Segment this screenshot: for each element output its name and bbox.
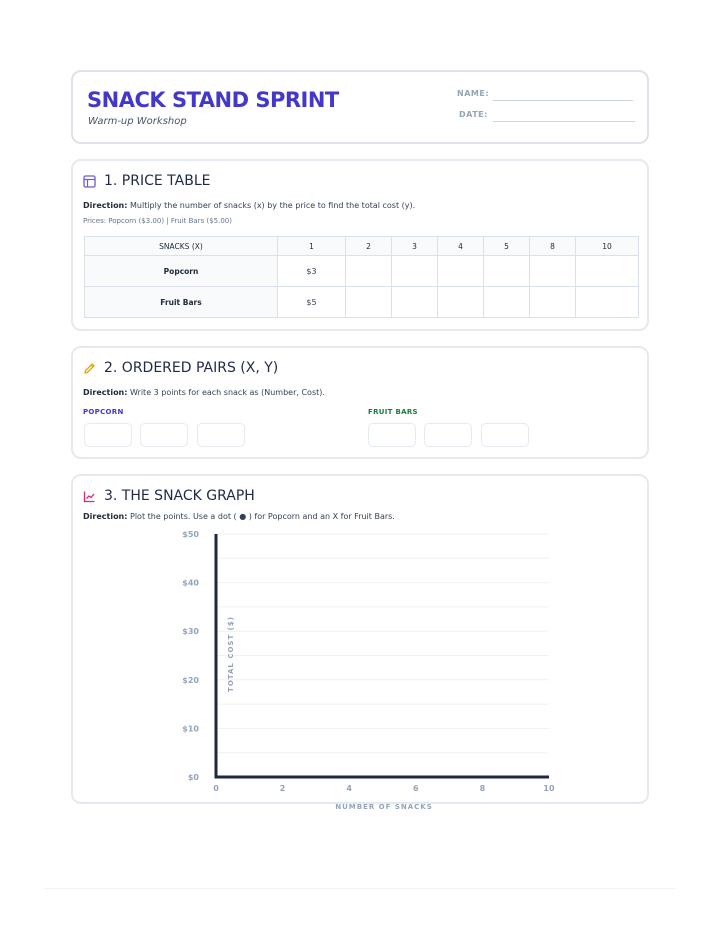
table-cell: $3: [278, 256, 346, 287]
direction-text: [83, 201, 415, 210]
y-tick-label: $30: [182, 627, 199, 637]
answer-cell[interactable]: [438, 256, 484, 287]
direction-text: [83, 388, 325, 397]
direction-label: Direction:: [83, 512, 128, 521]
row-label: Fruit Bars: [85, 287, 278, 318]
column-header: 2: [346, 237, 392, 256]
x-tick-label: 10: [543, 784, 555, 793]
direction-body: Write 3 points for each snack as (Number, Cost).: [127, 388, 325, 397]
column-header: SNACKS (X): [85, 237, 278, 256]
worksheet-subtitle: Warm-up Workshop: [88, 116, 187, 127]
price-table: [84, 236, 639, 318]
answer-cell[interactable]: [392, 256, 438, 287]
popcorn-pair-box[interactable]: [140, 423, 188, 447]
x-axis-label: NUMBER OF SNACKS: [335, 803, 433, 811]
worksheet-title: SNACK STAND SPRINT: [87, 88, 339, 112]
y-tick-label: $10: [182, 724, 199, 734]
section-title: 1. PRICE TABLE: [104, 173, 211, 189]
x-tick-label: 8: [479, 784, 486, 793]
price-table-section: [71, 159, 649, 331]
x-tick-label: 6: [413, 784, 419, 793]
pencil-icon: [83, 362, 96, 375]
y-tick-label: $20: [182, 675, 199, 685]
x-tick-label: 2: [279, 784, 286, 793]
x-tick-label: 4: [346, 784, 352, 793]
direction-body: Multiply the number of snacks (x) by the price to find the total cost (y).: [127, 201, 416, 210]
popcorn-pair-box[interactable]: [197, 423, 245, 447]
answer-cell[interactable]: [576, 287, 639, 318]
date-label: DATE:: [459, 110, 488, 119]
section-title: 2. ORDERED PAIRS (X, Y): [104, 360, 279, 376]
column-header: 4: [438, 237, 484, 256]
popcorn-label: POPCORN: [83, 408, 124, 416]
y-axis-label: TOTAL COST ($): [227, 616, 235, 692]
page-footer-divider: [44, 888, 676, 889]
table-header-row: [85, 237, 639, 256]
answer-cell[interactable]: [484, 256, 530, 287]
column-header: 1: [278, 237, 346, 256]
snack-graph[interactable]: [73, 476, 647, 811]
name-line[interactable]: [493, 100, 633, 101]
answer-cell[interactable]: [576, 256, 639, 287]
ordered-pairs-heading: [83, 360, 278, 376]
snack-graph-section: [71, 474, 649, 811]
table-cell: $5: [278, 287, 346, 318]
fruit-bars-label: FRUIT BARS: [368, 408, 418, 416]
answer-cell[interactable]: [530, 287, 576, 318]
section-title: 3. THE SNACK GRAPH: [104, 488, 255, 504]
x-tick-label: 0: [213, 784, 219, 793]
y-tick-label: $50: [182, 530, 199, 539]
y-tick-label: $40: [182, 578, 199, 588]
answer-cell[interactable]: [346, 287, 392, 318]
answer-cell[interactable]: [484, 287, 530, 318]
answer-cell[interactable]: [438, 287, 484, 318]
fruit-bars-pair-box[interactable]: [424, 423, 472, 447]
fruit-bars-pair-box[interactable]: [481, 423, 529, 447]
y-tick-label: $0: [187, 773, 199, 782]
table-row-fruit-bars: [85, 287, 639, 318]
worksheet-header: [71, 70, 649, 144]
table-icon: [83, 175, 96, 188]
column-header: 8: [530, 237, 576, 256]
direction-label: Direction:: [83, 388, 128, 397]
name-label: NAME:: [457, 89, 490, 98]
price-table-heading: [83, 173, 210, 189]
answer-cell[interactable]: [346, 256, 392, 287]
direction-body: Plot the points. Use a dot ( ● ) for Popcorn and an X for Fruit Bars.: [127, 512, 395, 521]
answer-cell[interactable]: [392, 287, 438, 318]
ordered-pairs-section: [71, 346, 649, 459]
grid-lines: [216, 534, 549, 753]
table-row-popcorn: [85, 256, 639, 287]
column-header: 5: [484, 237, 530, 256]
answer-cell[interactable]: [530, 256, 576, 287]
column-header: 3: [392, 237, 438, 256]
direction-label: Direction:: [83, 201, 128, 210]
tick-labels: [182, 530, 555, 793]
row-label: Popcorn: [85, 256, 278, 287]
popcorn-pair-box[interactable]: [84, 423, 132, 447]
date-line[interactable]: [493, 121, 635, 122]
fruit-bars-pair-box[interactable]: [368, 423, 416, 447]
prices-note: Prices: Popcorn ($3.00) | Fruit Bars ($5.00): [83, 217, 232, 225]
column-header: 10: [576, 237, 639, 256]
